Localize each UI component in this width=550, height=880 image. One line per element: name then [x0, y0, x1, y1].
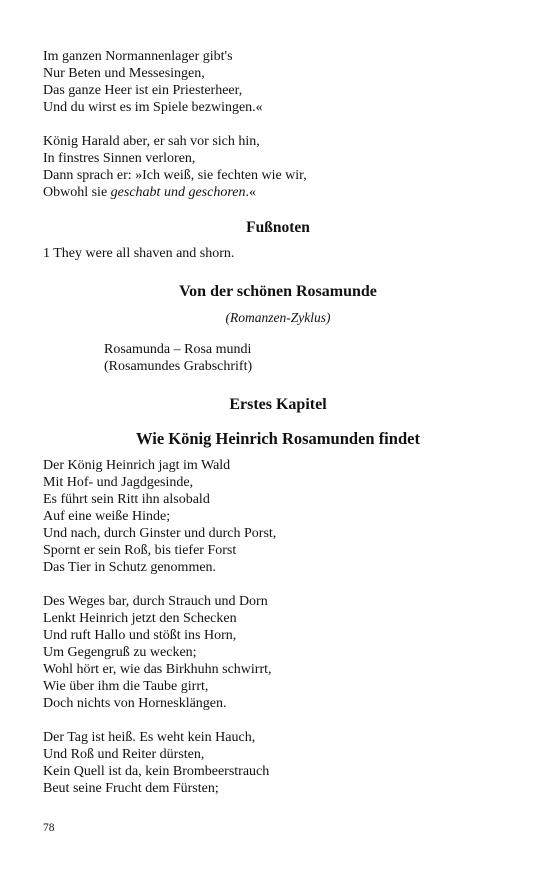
verse-line: Des Weges bar, durch Strauch und Dorn [43, 594, 268, 609]
verse-line: Und Roß und Reiter dürsten, [43, 747, 205, 762]
verse-line: Und nach, durch Ginster und durch Porst, [43, 526, 277, 541]
poem-stanza [43, 48, 513, 116]
verse-line: Der Tag ist heiß. Es weht kein Hauch, [43, 730, 256, 745]
verse-line: Es führt sein Ritt ihn alsobald [43, 492, 210, 507]
footnote-item: 1 They were all shaven and shorn. [43, 246, 235, 261]
chapter-title: Wie König Heinrich Rosamunden findet [136, 429, 420, 448]
verse-line [43, 184, 513, 201]
verse-line: Im ganzen Normannenlager gibt's [43, 49, 233, 64]
page-number: 78 [43, 822, 55, 834]
verse-text: Obwohl sie [43, 185, 111, 200]
work-subtitle: (Romanzen-Zyklus) [225, 310, 331, 325]
verse-line: Kein Quell ist da, kein Brombeerstrauch [43, 764, 270, 779]
verse-italic-text: geschabt und geschoren [110, 185, 246, 200]
chapter-number: Erstes Kapitel [229, 396, 327, 413]
poem-stanza [43, 133, 513, 201]
verse-line: König Harald aber, er sah vor sich hin, [43, 134, 260, 149]
epigraph-line: (Rosamundes Grabschrift) [104, 359, 253, 374]
verse-line: Auf eine weiße Hinde; [43, 509, 171, 524]
verse-text: .« [245, 185, 256, 200]
footnotes-heading: Fußnoten [246, 219, 310, 236]
verse-line: Das Tier in Schutz genommen. [43, 560, 217, 575]
verse-line: Um Gegengruß zu wecken; [43, 645, 197, 660]
verse-line: Wohl hört er, wie das Birkhuhn schwirrt, [43, 662, 272, 677]
poem-stanza [43, 729, 513, 797]
verse-line: In finstres Sinnen verloren, [43, 151, 196, 166]
verse-line: Das ganze Heer ist ein Priesterheer, [43, 83, 243, 98]
work-title: Von der schönen Rosamunde [179, 283, 377, 300]
poem-stanza [43, 457, 513, 576]
epigraph-line: Rosamunda – Rosa mundi [104, 342, 252, 357]
poem-stanza [43, 593, 513, 712]
verse-line: Dann sprach er: »Ich weiß, sie fechten wie wir, [43, 168, 307, 183]
page-content [43, 48, 513, 797]
verse-line: Und ruft Hallo und stößt ins Horn, [43, 628, 237, 643]
verse-line: Doch nichts von Hornesklängen. [43, 696, 227, 711]
verse-line: Beut seine Frucht dem Fürsten; [43, 781, 219, 796]
verse-line: Nur Beten und Messesingen, [43, 66, 205, 81]
epigraph [104, 341, 513, 375]
verse-line: Und du wirst es im Spiele bezwingen.« [43, 100, 263, 115]
verse-line: Lenkt Heinrich jetzt den Schecken [43, 611, 237, 626]
verse-line: Spornt er sein Roß, bis tiefer Forst [43, 543, 237, 558]
verse-line: Mit Hof- und Jagdgesinde, [43, 475, 194, 490]
verse-line: Der König Heinrich jagt im Wald [43, 458, 231, 473]
verse-line: Wie über ihm die Taube girrt, [43, 679, 209, 694]
